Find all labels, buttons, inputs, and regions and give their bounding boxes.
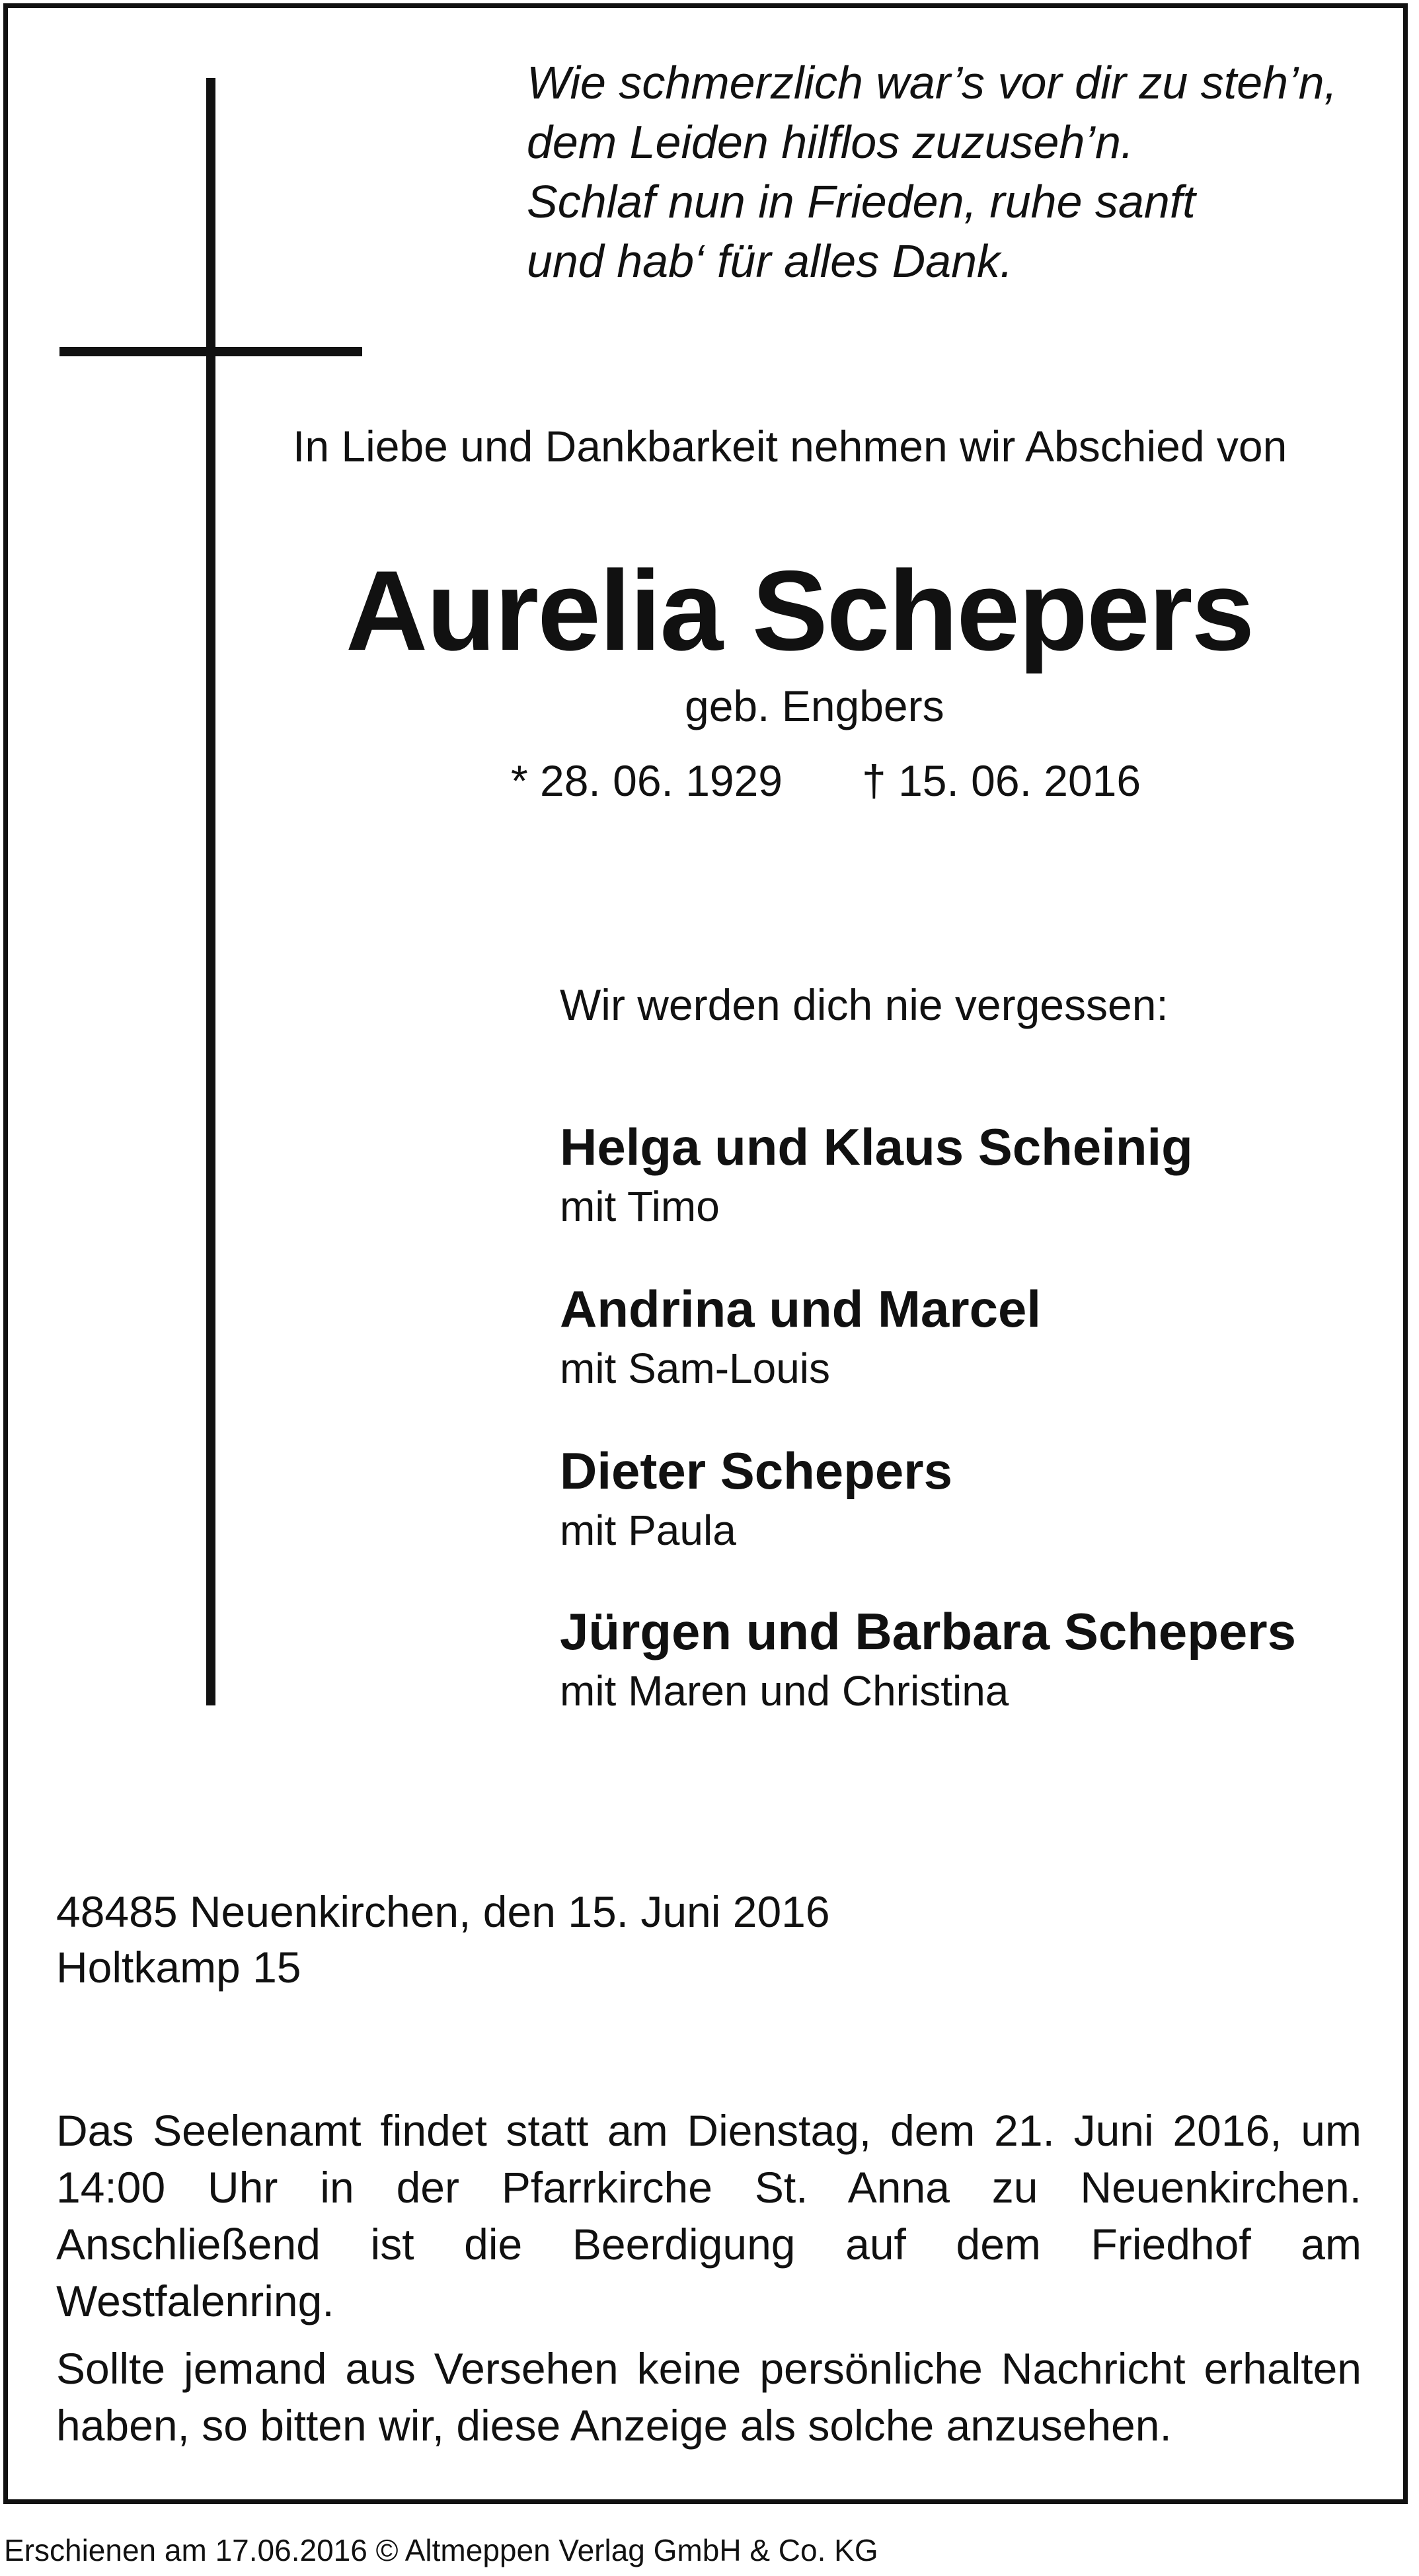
service-paragraph: Das Seelenamt findet statt am Dienstag, dem 21. Juni 2016, um 14:00 Uhr in der Pfarrkirche St. Anna zu Neuenkirchen. Anschließend ist die Beerdigung auf dem Friedhof am Westfalenring. [56,2106,1361,2325]
cross-icon-vertical-beam [206,78,215,1705]
birth-date: * 28. 06. 1929 [511,756,783,805]
death-date: † 15. 06. 2016 [862,756,1141,805]
cross-icon-horizontal-beam [59,347,362,356]
address-line: 48485 Neuenkirchen, den 15. Juni 2016 [56,1887,830,1936]
farewell-text: Wir werden dich nie vergessen: [560,980,1169,1029]
mourner-companions: mit Maren und Christina [560,1667,1009,1715]
service-info [56,2102,1361,2454]
notice-paragraph: Sollte jemand aus Versehen keine persönliche Nachricht erhalten haben, so bitten wir, diese Anzeige als solche anzusehen. [56,2344,1361,2450]
mourner-entry [560,1114,1193,1233]
mourner-entry [560,1438,952,1557]
mourner-companions: mit Sam-Louis [560,1345,830,1392]
publication-footer: Erschienen am 17.06.2016 © Altmeppen Verlag GmbH & Co. KG [4,2533,878,2567]
mourner-name: Helga und Klaus Scheinig [560,1118,1193,1176]
mourner-companions: mit Timo [560,1183,720,1230]
address-line: Holtkamp 15 [56,1943,301,1992]
intro-text: In Liebe und Dankbarkeit nehmen wir Abschied von [293,422,1287,471]
maiden-name: geb. Engbers [685,682,944,730]
deceased-name: Aurelia Schepers [346,547,1254,674]
poem-line: und hab‘ für alles Dank. [527,235,1013,287]
poem-line: dem Leiden hilflos zuzuseh’n. [527,116,1134,168]
poem [527,53,1337,291]
mourner-entry [560,1598,1296,1717]
life-dates [511,756,1141,806]
poem-line: Schlaf nun in Frieden, ruhe sanft [527,176,1196,227]
mourner-name: Andrina und Marcel [560,1280,1042,1338]
poem-line: Wie schmerzlich war’s vor dir zu steh’n, [527,57,1338,108]
mourner-companions: mit Paula [560,1506,736,1554]
address-block [56,1884,830,1995]
mourner-name: Jürgen und Barbara Schepers [560,1602,1297,1660]
mourner-name: Dieter Schepers [560,1442,952,1500]
mourner-entry [560,1276,1041,1395]
